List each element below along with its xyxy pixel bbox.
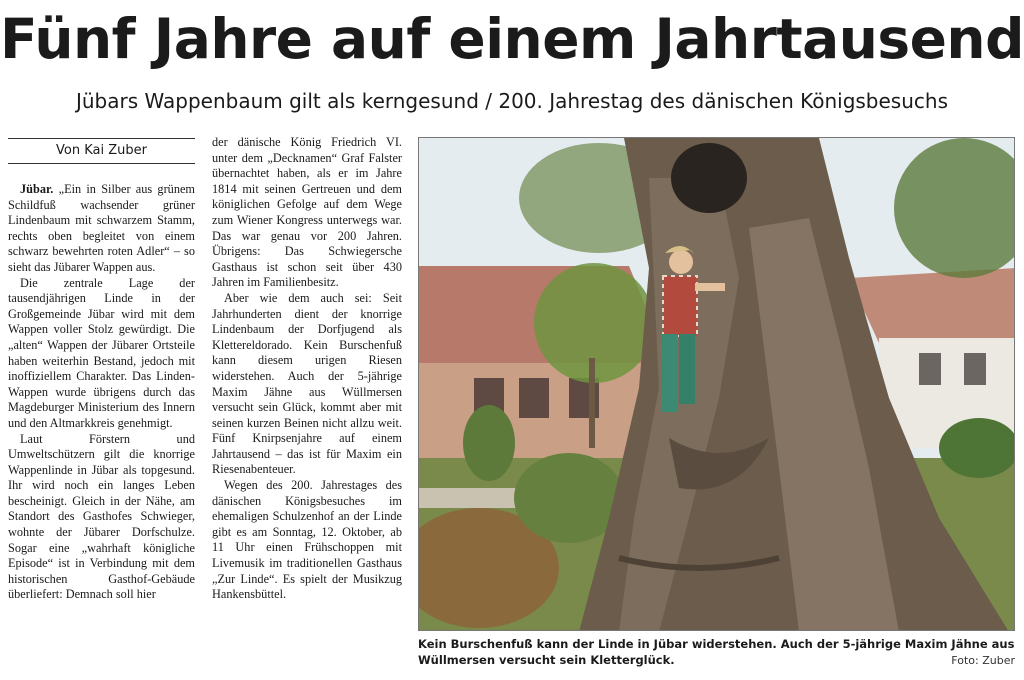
subheadline: Jübars Wappenbaum gilt als kerngesund / 200. Jahrestag des dänischen Königsbesuchs xyxy=(75,89,948,113)
paragraph-1 xyxy=(8,182,195,276)
dateline: Jübar. xyxy=(20,182,54,196)
paragraph-1-text: „Ein in Silber aus grünem Schildfuß wachsender grüner Lindenbaum mit schwarzem Stamm, rechts oben begleitet von einem schwarz bewehrten roten Adler“ – so sieht das Jübarer Wappen aus. xyxy=(8,182,195,274)
headline: Fünf Jahre auf einem Jahrtausend xyxy=(0,7,1024,71)
text-column-2 xyxy=(212,135,402,603)
text-column-1 xyxy=(8,182,195,603)
paragraph-2: Die zentrale Lage der tausendjährigen Linde in der Großgemeinde Jübar wird mit dem Wappen voller Stolz gewürdigt. Die „alten“ Wappen der Jübarer Ortsteile haben weiterhin Bestand, jedoch mit inoffiziellem Charakter. Das Linden-Wappen wurde übrigens durch das Magdeburger Ministerium des Innern und den Altmarkkreis genehmigt. xyxy=(8,275,195,430)
paragraph-3: Laut Förstern und Umweltschützern gilt die knorrige Wappenlinde in Jübar als topgesund. Ihr wird noch ein langes Leben bescheinigt. Gleich in der Nähe, am Standort des Gasthofes Schwieger, wohnte der Jübarer Dorfschulze. Sogar eine „wahrhaft königliche Episode“ ist in Verbindung mit dem historischen Gasthof-Gebäude überliefert: Demnach soll hier xyxy=(8,431,195,602)
photo-credit: Foto: Zuber xyxy=(951,654,1015,667)
paragraph-6: Wegen des 200. Jahrestages des dänischen Königsbesuches im ehemaligen Schulzenhof an der Linde gibt es am Sonntag, 12. Oktober, ab 11 Uhr einen Frühschoppen mit Livemusik im traditionellen Gasthaus „Zur Linde“. Es spielt der Musikzug Hankensbüttel. xyxy=(212,478,402,602)
tree-photo xyxy=(418,137,1015,631)
paragraph-5: Aber wie dem auch sei: Seit Jahrhunderten dient der knorrige Lindenbaum der Dorfjugend als Klettereldorado. Kein Burschenfuß kann diesem urigen Riesen widerstehen. Auch der 5-jährige Maxim Jähne aus Wüllmersen versucht sein Glück, kommt aber mit seinen kurzen Beinen nicht allzu weit. Fünf Knirpsenjahre auf einem Jahrtausend – das ist für Maxim ein Riesenabenteuer. xyxy=(212,290,402,477)
byline: Von Kai Zuber xyxy=(8,138,195,164)
paragraph-4: der dänische König Friedrich VI. unter dem „Decknamen“ Graf Falster übernachtet haben, als er im Jahre 1814 mit seinen Gertreuen und dem königlichen Gefolge auf dem Wege zum Wiener Kongress unterwegs war. Das war genau vor 200 Jahren. Übrigens: Das Schwiegersche Gasthaus ist schon seit über 430 Jahren im Familienbesitz. xyxy=(212,135,402,290)
photo-caption: Kein Burschenfuß kann der Linde in Jübar widerstehen. Auch der 5-jährige Maxim Jähne aus Wüllmersen versucht sein Kletterglück. xyxy=(418,637,1015,667)
